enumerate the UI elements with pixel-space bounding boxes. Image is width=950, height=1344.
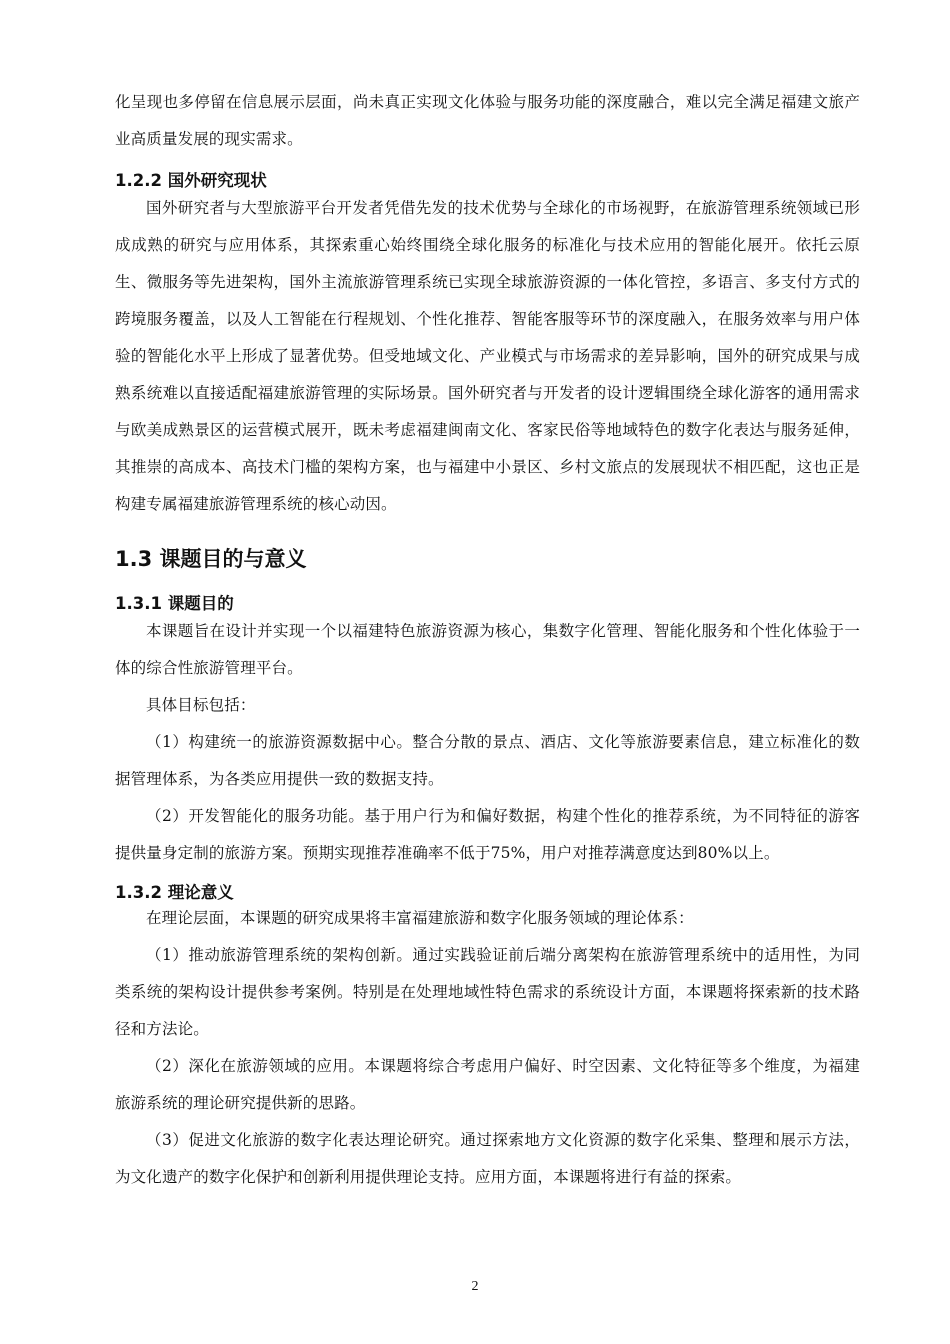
paragraph-foreign-research: 国外研究者与大型旅游平台开发者凭借先发的技术优势与全球化的市场视野，在旅游管理系统领域已形成成熟的研究与应用体系，其探索重心始终围绕全球化服务的标准化与技术应用的智能化展开。依托云原生、微服务等先进架构，国外主流旅游管理系统已实现全球旅游资源的一体化管控，多语言、多支付方式的跨境服务覆盖，以及人工智能在行程规划、个性化推荐、智能客服等环节的深度融入，在服务效率与用户体验的智能化水平上形成了显著优势。但受地域文化、产业模式与市场需求的差异影响，国外的研究成果与成熟系统难以直接适配福建旅游管理的实际场景。国外研究者与开发者的设计逻辑围绕全球化游客的通用需求与欧美成熟景区的运营模式展开，既未考虑福建闽南文化、客家民俗等地域特色的数字化表达与服务延伸，其推崇的高成本、高技术门槛的架构方案，也与福建中小景区、乡村文旅点的发展现状不相匹配，这也正是构建专属福建旅游管理系统的核心动因。 (115, 199, 860, 513)
intro-paragraph: 化呈现也多停留在信息展示层面，尚未真正实现文化体验与服务功能的深度融合，难以完全满足福建文旅产业高质量发展的现实需求。 (115, 93, 860, 148)
paragraph-goal-1: （1）构建统一的旅游资源数据中心。整合分散的景点、酒店、文化等旅游要素信息，建立标准化的数据管理体系，为各类应用提供一致的数据支持。 (115, 733, 860, 788)
page-body (115, 84, 860, 1196)
paragraph-goals-intro: 具体目标包括： (146, 696, 256, 714)
paragraph-purpose: 本课题旨在设计并实现一个以福建特色旅游资源为核心，集数字化管理、智能化服务和个性化体验于一体的综合性旅游管理平台。 (115, 622, 860, 677)
paragraph-theory-1: （1）推动旅游管理系统的架构创新。通过实践验证前后端分离架构在旅游管理系统中的适用性，为同类系统的架构设计提供参考案例。特别是在处理地域性特色需求的系统设计方面，本课题将探索新的技术路径和方法论。 (115, 946, 860, 1038)
section-heading-1-3: 1.3 课题目的与意义 (115, 547, 307, 571)
paragraph-theory-2: （2）深化在旅游领域的应用。本课题将综合考虑用户偏好、时空因素、文化特征等多个维度，为福建旅游系统的理论研究提供新的思路。 (115, 1057, 860, 1112)
paragraph-theory-3: （3）促进文化旅游的数字化表达理论研究。通过探索地方文化资源的数字化采集、整理和展示方法，为文化遗产的数字化保护和创新利用提供理论支持。应用方面，本课题将进行有益的探索。 (115, 1131, 860, 1186)
page-number: 2 (471, 1279, 479, 1294)
paragraph-theory-intro: 在理论层面，本课题的研究成果将丰富福建旅游和数字化服务领域的理论体系： (146, 909, 694, 927)
section-heading-1-3-2: 1.3.2 理论意义 (115, 883, 234, 902)
section-heading-1-2-2: 1.2.2 国外研究现状 (115, 171, 267, 190)
section-heading-1-3-1: 1.3.1 课题目的 (115, 594, 234, 613)
paragraph-goal-2: （2）开发智能化的服务功能。基于用户行为和偏好数据，构建个性化的推荐系统，为不同特征的游客提供量身定制的旅游方案。预期实现推荐准确率不低于75%，用户对推荐满意度达到80%以上。 (115, 807, 860, 862)
